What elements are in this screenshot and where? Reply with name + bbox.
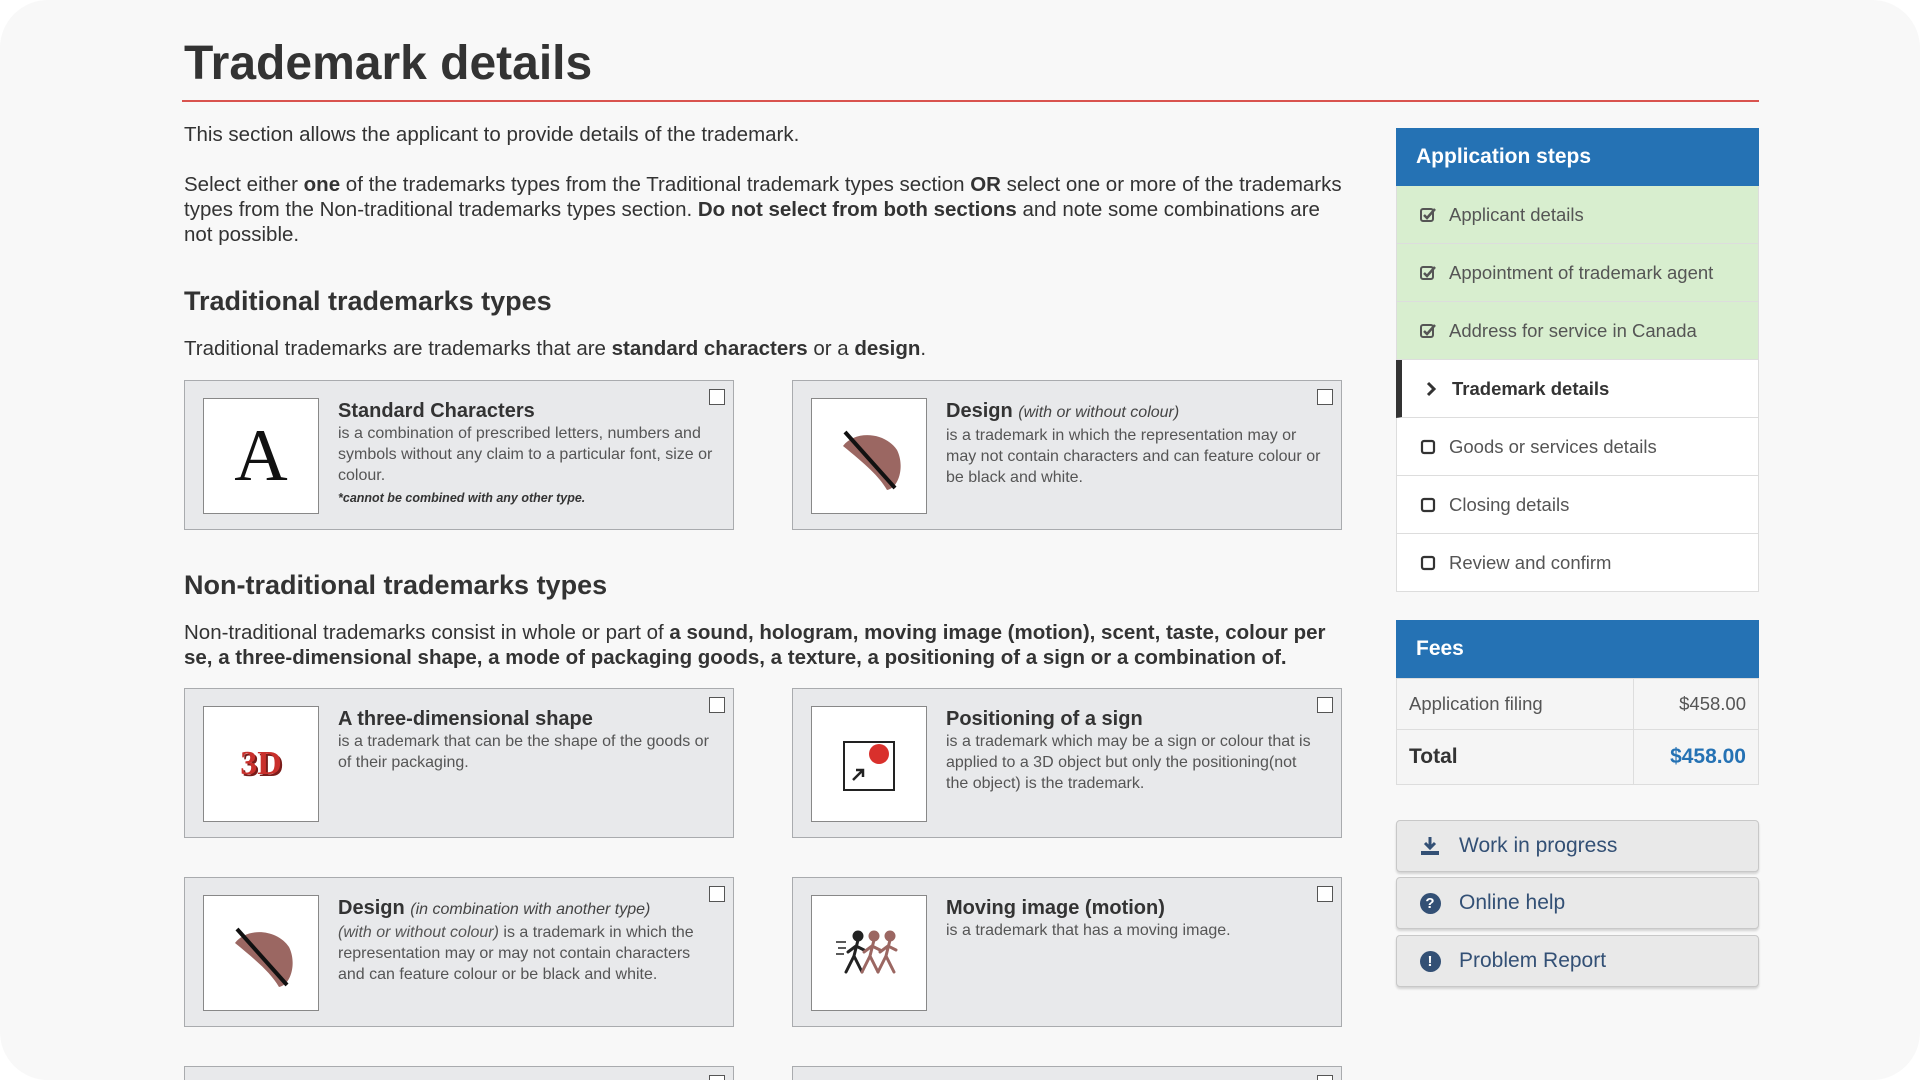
check-square-icon <box>1417 322 1439 340</box>
application-steps-heading: Application steps <box>1396 128 1759 186</box>
online-help-button[interactable] <box>1396 877 1759 929</box>
fee-total-row <box>1397 730 1759 785</box>
three-dimensional-shape-checkbox[interactable] <box>709 697 725 713</box>
chevron-right-icon <box>1420 381 1442 397</box>
card-title: Design (in combination with another type) <box>338 897 651 919</box>
card-design[interactable] <box>792 380 1342 530</box>
fees-table <box>1396 678 1759 785</box>
card-desc: is a combination of prescribed letters, numbers and symbols without any claim to a particular font, size or colour. <box>338 425 713 484</box>
check-square-icon <box>1417 264 1439 282</box>
main-content <box>184 122 1344 247</box>
step-label: Address for service in Canada <box>1449 319 1697 341</box>
design-leaf-icon <box>829 416 909 496</box>
step-label: Goods or services details <box>1449 435 1657 457</box>
intro-text: This section allows the applicant to provide details of the trademark. <box>184 123 800 146</box>
step-trademark-details[interactable] <box>1396 360 1759 418</box>
card-moving-image[interactable] <box>792 877 1342 1027</box>
traditional-desc: Traditional trademarks are trademarks that are standard characters or a design. <box>184 337 927 360</box>
check-square-icon <box>1417 206 1439 224</box>
problem-report-label: Problem Report <box>1459 949 1607 972</box>
running-figures-icon <box>834 928 904 978</box>
standard-characters-thumbnail <box>203 398 319 514</box>
fees-panel <box>1396 620 1759 785</box>
square-icon <box>1417 497 1439 513</box>
design-combination-thumbnail <box>203 895 319 1011</box>
card-three-dimensional-shape[interactable] <box>184 688 734 838</box>
design-combination-checkbox[interactable] <box>709 886 725 902</box>
square-icon <box>1417 439 1439 455</box>
moving-image-thumbnail <box>811 895 927 1011</box>
step-label: Closing details <box>1449 493 1570 515</box>
step-label: Review and confirm <box>1449 551 1612 573</box>
card-desc: is a trademark which may be a sign or colour that is applied to a 3D object but only the positioning(not the object) is the trademark. <box>946 733 1311 792</box>
download-icon <box>1417 835 1443 857</box>
positioning-thumbnail <box>811 706 927 822</box>
nontraditional-heading: Non-traditional trademarks types <box>184 570 608 600</box>
card-title: A three-dimensional shape <box>338 708 593 730</box>
design-thumbnail <box>811 398 927 514</box>
exclamation-circle-icon: ! <box>1417 951 1443 972</box>
nontraditional-desc: Non-traditional trademarks consist in whole or part of a sound, hologram, moving image (motion), scent, taste, colour per se, a three-dimensional shape, a mode of packaging goods, a texture, a positioning of a sign or a combination of. <box>184 621 1326 669</box>
fees-heading: Fees <box>1396 620 1759 678</box>
design-checkbox[interactable] <box>1317 389 1333 405</box>
card-title: Moving image (motion) <box>946 897 1165 919</box>
application-steps-panel <box>1396 128 1759 592</box>
card-title: Design (with or without colour) <box>946 400 1180 422</box>
step-goods-or-services[interactable] <box>1396 418 1759 476</box>
step-address-for-service[interactable] <box>1396 302 1759 360</box>
fee-amount: $458.00 <box>1634 679 1759 730</box>
instruction-text: Select either one of the trademarks types from the Traditional trademark types section OR select one or more of the trademarks types from the Non-traditional trademarks types section. Do not select from both sections and note some combinations are not possible. <box>184 173 1342 246</box>
card-desc: is a trademark that can be the shape of the goods or of their packaging. <box>338 733 709 771</box>
problem-report-button[interactable] <box>1396 935 1759 987</box>
title-divider <box>182 100 1759 102</box>
step-appointment-agent[interactable] <box>1396 244 1759 302</box>
card-title: Standard Characters <box>338 400 535 422</box>
next-row-right-checkbox[interactable] <box>1317 1075 1333 1080</box>
card-footnote: *cannot be combined with any other type. <box>338 491 586 505</box>
three-d-icon: 3D <box>240 745 282 782</box>
step-closing-details[interactable] <box>1396 476 1759 534</box>
fee-label: Application filing <box>1397 679 1634 730</box>
online-help-label: Online help <box>1459 891 1566 914</box>
step-label: Applicant details <box>1449 203 1584 225</box>
card-next-row-right[interactable] <box>792 1066 1342 1080</box>
card-desc: (with or without colour) is a trademark in which the representation may or may not contain characters and can feature colour or be black and white. <box>338 924 694 983</box>
card-design-combination[interactable] <box>184 877 734 1027</box>
work-in-progress-label: Work in progress <box>1459 834 1618 857</box>
question-circle-icon: ? <box>1417 893 1443 914</box>
square-icon <box>1417 555 1439 571</box>
work-in-progress-button[interactable] <box>1396 820 1759 872</box>
step-label: Appointment of trademark agent <box>1449 261 1714 283</box>
card-standard-characters[interactable] <box>184 380 734 530</box>
positioning-icon <box>839 734 899 794</box>
card-desc: is a trademark in which the representation may or may not contain characters and can feature colour or be black and white. <box>946 427 1321 486</box>
page-title: Trademark details <box>184 37 593 90</box>
card-next-row-left[interactable] <box>184 1066 734 1080</box>
card-positioning-of-sign[interactable] <box>792 688 1342 838</box>
traditional-heading: Traditional trademarks types <box>184 286 552 316</box>
fee-row <box>1397 679 1759 730</box>
standard-characters-checkbox[interactable] <box>709 389 725 405</box>
fee-total-label: Total <box>1397 730 1634 785</box>
three-d-thumbnail <box>203 706 319 822</box>
fee-total-amount: $458.00 <box>1634 730 1759 785</box>
positioning-checkbox[interactable] <box>1317 697 1333 713</box>
step-applicant-details[interactable] <box>1396 186 1759 244</box>
design-leaf-icon <box>221 913 301 993</box>
moving-image-checkbox[interactable] <box>1317 886 1333 902</box>
letter-a-icon: A <box>234 414 288 497</box>
card-title: Positioning of a sign <box>946 708 1143 730</box>
card-desc: is a trademark that has a moving image. <box>946 922 1231 939</box>
step-review-and-confirm[interactable] <box>1396 534 1759 592</box>
next-row-left-checkbox[interactable] <box>709 1075 725 1080</box>
step-label: Trademark details <box>1452 377 1610 399</box>
